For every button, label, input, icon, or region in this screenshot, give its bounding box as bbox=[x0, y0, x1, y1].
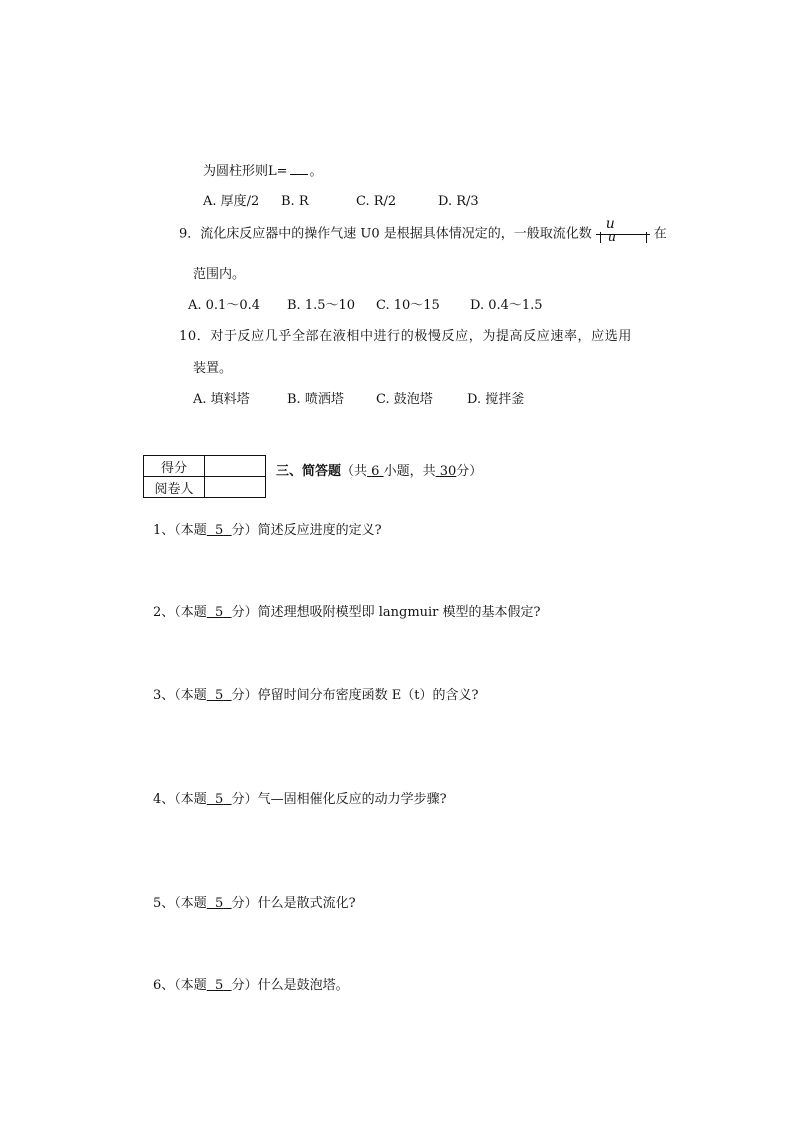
q9-option-c: C. 10～15 bbox=[376, 298, 440, 313]
formula-denominator: u bbox=[607, 230, 617, 245]
q9-option-a: A. 0.1～0.4 bbox=[188, 298, 261, 313]
section-count: 6 bbox=[371, 464, 380, 479]
section-heading bbox=[276, 460, 482, 479]
q8-option-c: C. R/2 bbox=[356, 194, 397, 209]
q10-option-c: C. 鼓泡塔 bbox=[376, 392, 433, 407]
fluidization-number-formula bbox=[594, 216, 652, 245]
q9-question bbox=[179, 216, 667, 245]
q10-question: 10．对于反应几乎全部在液相中进行的极慢反应，为提高反应速率，应选用 bbox=[179, 329, 632, 344]
q9-option-b: B. 1.5～10 bbox=[287, 298, 356, 313]
grader-label: 阅卷人 bbox=[144, 477, 205, 498]
q8-option-d: D. R/3 bbox=[438, 194, 479, 209]
score-value-cell bbox=[205, 456, 266, 477]
q9-continuation: 范围内。 bbox=[193, 267, 246, 282]
q10-option-a: A. 填料塔 bbox=[193, 392, 250, 407]
q9-text: 9．流化床反应器中的操作气速 U0 是根据具体情况定的，一般取流化数 bbox=[179, 226, 592, 242]
grader-value-cell bbox=[205, 477, 266, 498]
section-post: 分） bbox=[456, 464, 483, 479]
question-1: 1、（本题 5 分）简述反应进度的定义? bbox=[153, 523, 382, 538]
q8-option-a: A. 厚度/2 bbox=[203, 194, 260, 209]
question-5: 5、（本题 5 分）什么是散式流化? bbox=[153, 896, 356, 911]
question-4: 4、（本题 5 分）气—固相催化反应的动力学步骤? bbox=[153, 792, 447, 807]
question-2: 2、（本题 5 分）简述理想吸附模型即 langmuir 模型的基本假定? bbox=[153, 605, 541, 620]
q8-continuation bbox=[203, 164, 323, 178]
question-6: 6、（本题 5 分）什么是鼓泡塔。 bbox=[153, 978, 349, 993]
q10-option-b: B. 喷洒塔 bbox=[287, 392, 344, 407]
score-label: 得分 bbox=[144, 456, 205, 477]
section-pre: （共 bbox=[341, 464, 368, 479]
score-table bbox=[143, 455, 266, 498]
section-title: 三、简答题 bbox=[276, 464, 342, 479]
q10-continuation: 装置。 bbox=[193, 361, 233, 376]
section-points: 30 bbox=[439, 464, 457, 479]
section-mid: 小题，共 bbox=[383, 464, 436, 479]
answer-blank bbox=[290, 164, 308, 175]
formula-numerator: u bbox=[605, 216, 616, 232]
q8-option-b: B. R bbox=[281, 194, 309, 209]
q9-option-d: D. 0.4～1.5 bbox=[470, 298, 543, 313]
q8-text: 为圆柱形则L= bbox=[203, 164, 288, 179]
q10-option-d: D. 搅拌釜 bbox=[467, 392, 525, 407]
question-3: 3、（本题 5 分）停留时间分布密度函数 E（t）的含义? bbox=[153, 688, 479, 703]
q9-after: 在 bbox=[653, 226, 667, 242]
q8-end: 。 bbox=[309, 164, 323, 179]
